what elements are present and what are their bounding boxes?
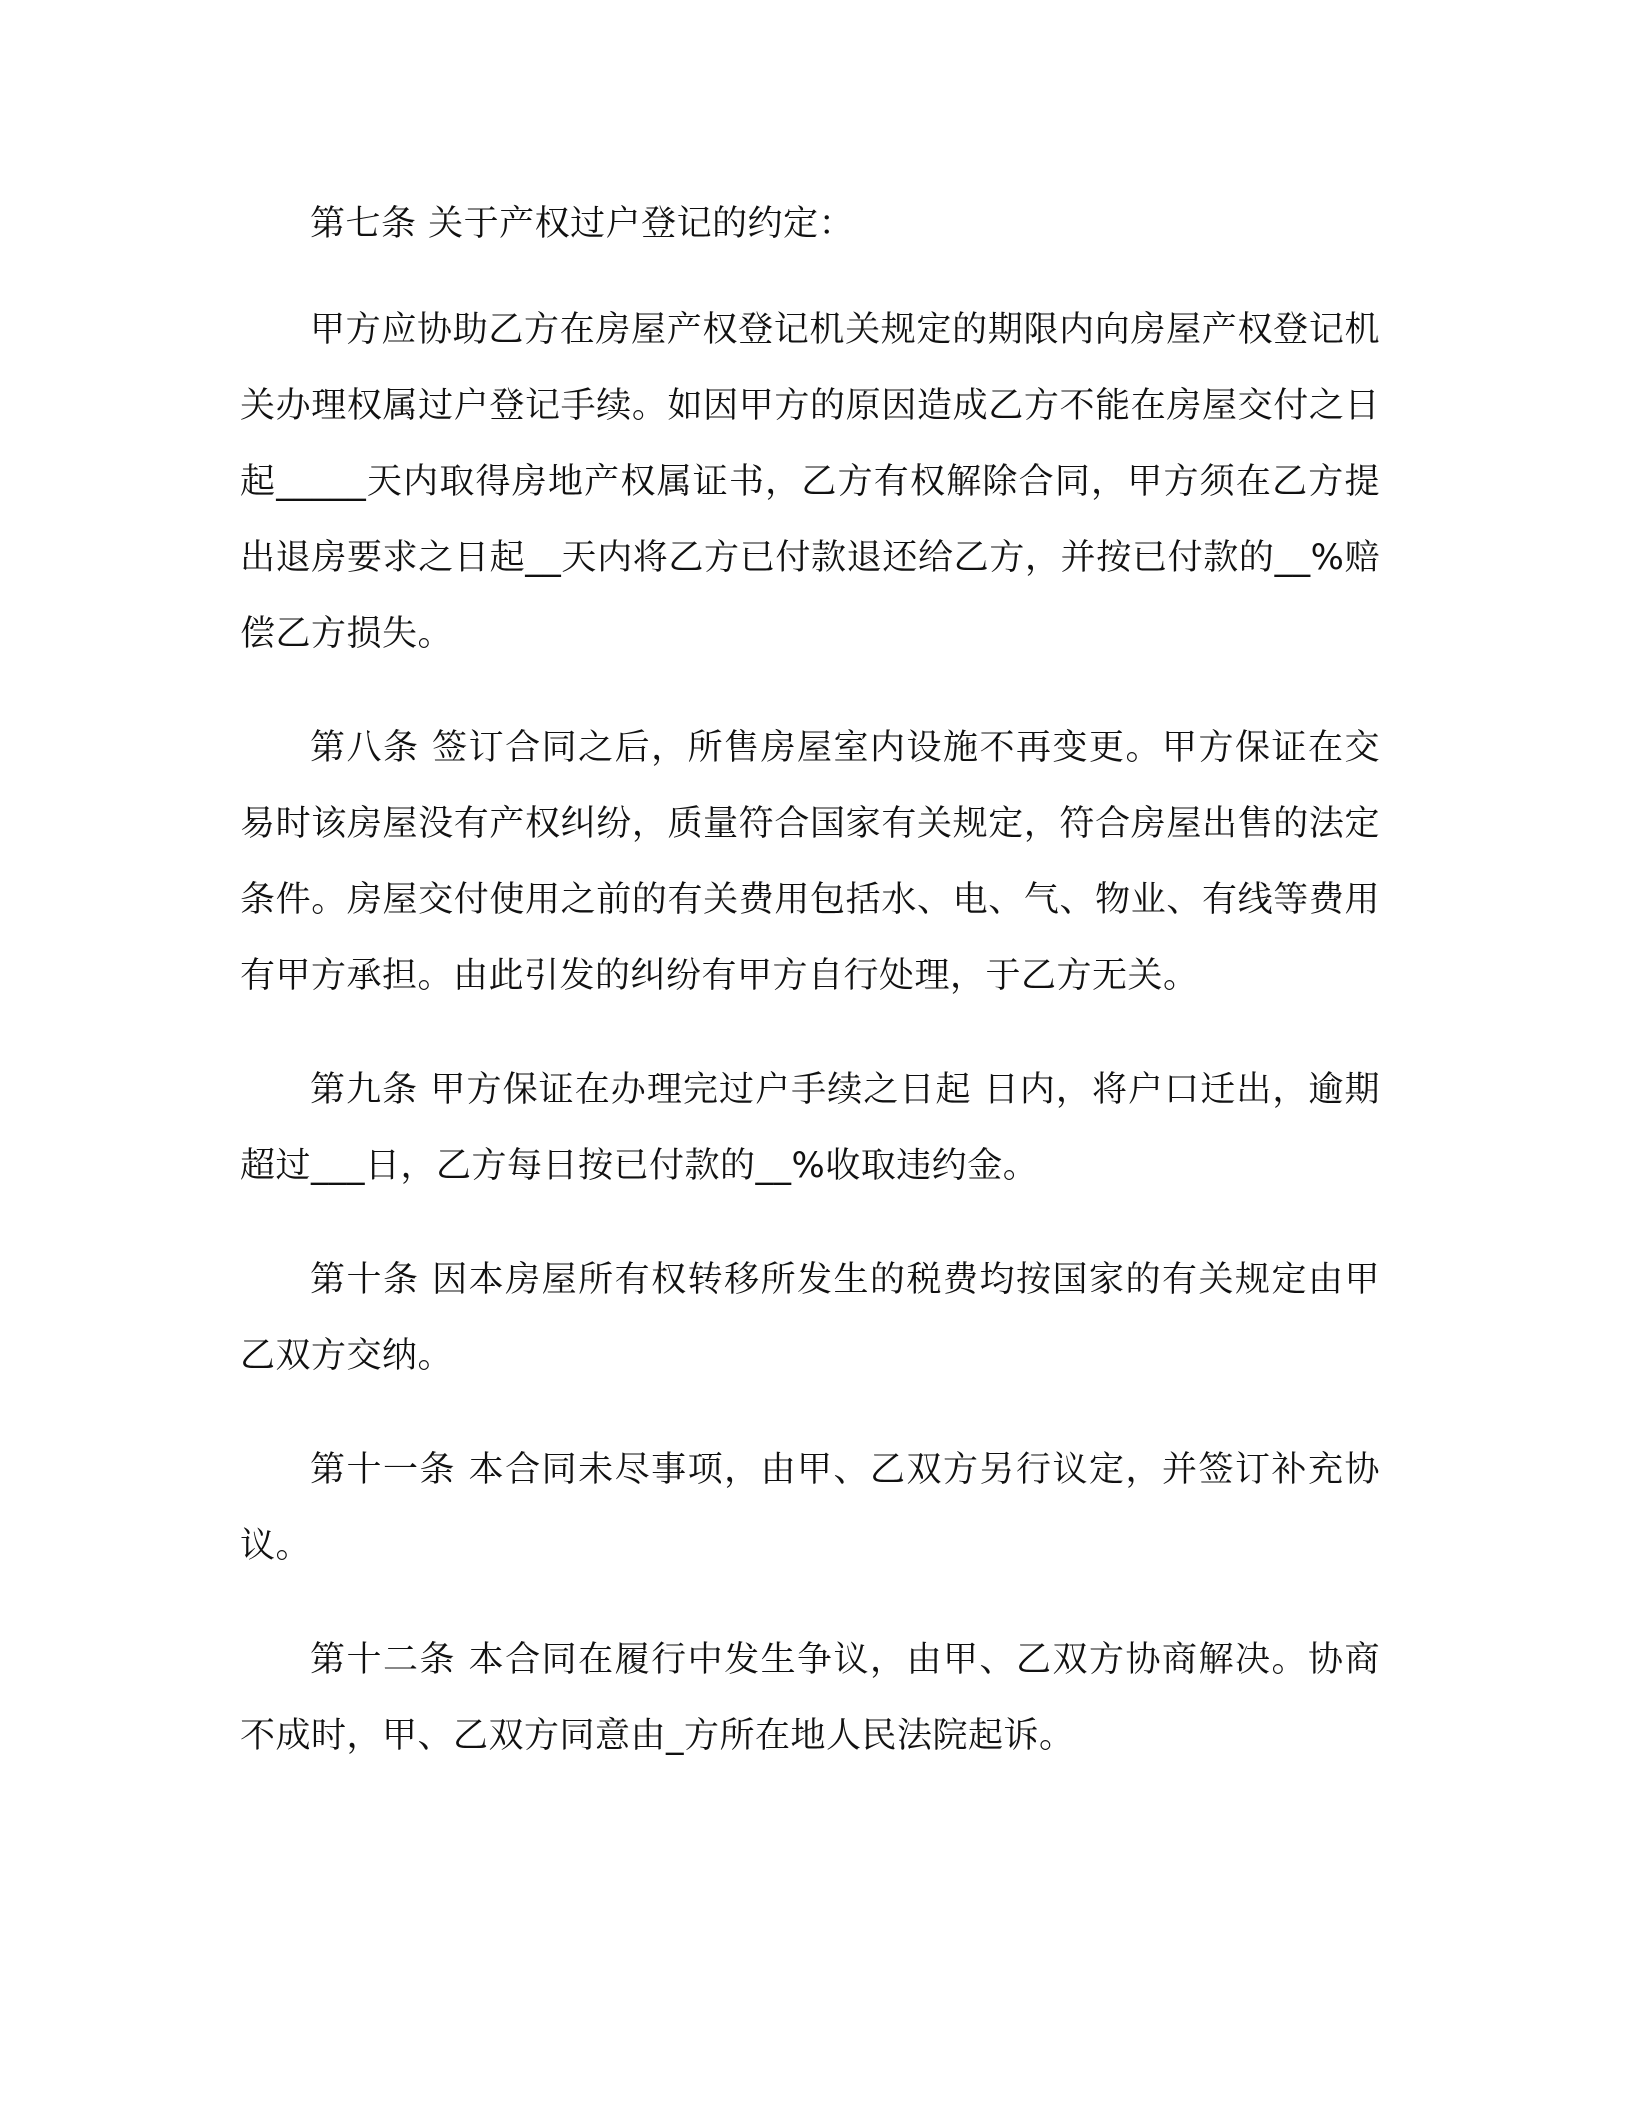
article-11: 第十一条 本合同未尽事项，由甲、乙双方另行议定，并签订补充协议。: [240, 1450, 1380, 1566]
article-8: 第八条 签订合同之后，所售房屋室内设施不再变更。甲方保证在交易时该房屋没有产权纠纷，质量符合国家有关规定，符合房屋出售的法定条件。房屋交付使用之前的有关费用包括水、电、气、物业、有线等费用有甲方承担。由此引发的纠纷有甲方自行处理，于乙方无关。: [240, 728, 1380, 996]
article-7-heading: 第七条 关于产权过户登记的约定：: [310, 204, 855, 244]
document-body: [240, 186, 1380, 1812]
article-9: 第九条 甲方保证在办理完过户手续之日起 日内，将户口迁出，逾期超过___日，乙方每日按已付款的__%收取违约金。: [240, 1070, 1380, 1186]
article-10: 第十条 因本房屋所有权转移所发生的税费均按国家的有关规定由甲乙双方交纳。: [240, 1260, 1380, 1376]
article-7-body: 甲方应协助乙方在房屋产权登记机关规定的期限内向房屋产权登记机关办理权属过户登记手续。如因甲方的原因造成乙方不能在房屋交付之日起_____天内取得房地产权属证书，乙方有权解除合同，甲方须在乙方提出退房要求之日起__天内将乙方已付款退还给乙方，并按已付款的__%赔偿乙方损失。: [240, 310, 1380, 654]
article-12: 第十二条 本合同在履行中发生争议，由甲、乙双方协商解决。协商不成时，甲、乙双方同意由_方所在地人民法院起诉。: [240, 1640, 1380, 1756]
